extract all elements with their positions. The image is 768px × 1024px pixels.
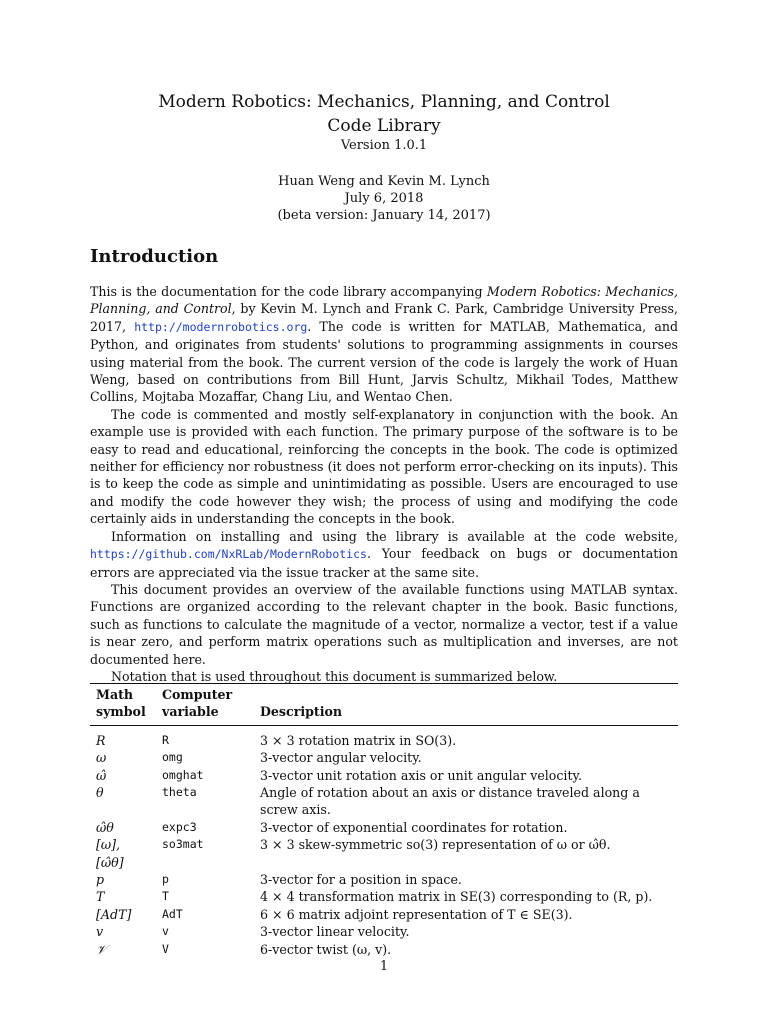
math-symbol: θ <box>96 785 104 801</box>
computer-variable: omg <box>162 750 183 765</box>
table-row <box>90 836 678 871</box>
computer-variable: R <box>162 732 169 747</box>
computer-variable: omghat <box>162 767 204 782</box>
computer-variable: T <box>162 889 169 904</box>
math-symbol: [ω], [ω̂θ] <box>96 837 124 870</box>
page-number: 1 <box>379 958 388 973</box>
computer-variable: AdT <box>162 906 183 921</box>
computer-variable: expc3 <box>162 819 197 834</box>
description: 3-vector of exponential coordinates for rotation. <box>260 819 568 835</box>
math-symbol: ω̂ <box>96 767 107 783</box>
math-symbol: R <box>96 732 106 748</box>
math-symbol: ω <box>96 750 107 766</box>
description: 3 × 3 skew-symmetric so(3) representation of ω or ω̂θ. <box>260 837 611 853</box>
p1-text-c: . The code is written for MATLAB, Mathematica, and Python, and originates from students' solutions to programming assignments in courses using material from the book. The current version of the code is largely the work of Huan Weng, based on contributions from Bill Hunt, Jarvis Schultz, Mikhail Todes, Matthew Collins, Mojtaba Mozaffar, Chang Liu, and Wentao Chen. <box>90 318 679 405</box>
notation-table <box>90 683 678 958</box>
p1-text-a: This is the documentation for the code library accompanying <box>90 284 487 299</box>
description: 4 × 4 transformation matrix in SE(3) corresponding to (R, p). <box>260 889 653 905</box>
header-description: Description <box>260 704 343 720</box>
math-symbol: T <box>96 889 105 905</box>
beta-version-note: (beta version: January 14, 2017) <box>277 208 491 223</box>
header-computer-variable: Computer variable <box>162 687 233 720</box>
header-math-symbol: Math symbol <box>96 687 146 720</box>
notation-table-header <box>90 684 678 726</box>
description: 3-vector linear velocity. <box>260 924 410 940</box>
table-row <box>90 888 678 905</box>
description: 6-vector twist (ω, v). <box>260 941 392 957</box>
table-row <box>90 767 678 784</box>
table-row <box>90 819 678 836</box>
authors: Huan Weng and Kevin M. Lynch <box>278 174 490 189</box>
computer-variable: V <box>162 941 169 956</box>
version-label: Version 1.0.1 <box>340 138 428 153</box>
table-row <box>90 871 678 888</box>
p3-text-a: Information on installing and using the library is available at the code website, <box>111 528 678 544</box>
description: 6 × 6 matrix adjoint representation of T ∈ SE(3). <box>260 906 573 922</box>
intro-paragraph-2: The code is commented and mostly self-explanatory in conjunction with the book. An example use is provided with each function. The primary purpose of the software is to be easy to read and educational, reinforcing the concepts in the book. The code is optimized neither for efficiency nor robustness (it does not perform error-checking on its inputs). This is to keep the code as simple and unintimidating as possible. Users are encouraged to use and modify the code however they wish; the process of using and modifying the code certainly aids in understanding the concepts in the book. <box>90 406 678 527</box>
document-title-line2: Code Library <box>327 116 441 136</box>
description: Angle of rotation about an axis or distance traveled along a screw axis. <box>260 785 640 818</box>
table-row <box>90 749 678 766</box>
introduction-body <box>90 283 678 685</box>
math-symbol: 𝒱 <box>96 941 107 957</box>
math-symbol: [AdT] <box>96 906 132 922</box>
math-symbol: v <box>96 924 104 940</box>
computer-variable: v <box>162 924 169 939</box>
computer-variable: theta <box>162 785 197 800</box>
p1-text-b: , by Kevin M. Lynch and Frank C. Park, Cambridge University Press, 2017, <box>90 301 678 334</box>
table-row <box>90 923 678 940</box>
math-symbol: p <box>96 872 105 888</box>
intro-paragraph-3 <box>90 528 678 581</box>
intro-paragraph-1 <box>90 283 678 406</box>
p3-text-b: . Your feedback on bugs or documentation errors are appreciated via the issue tracker at the same site. <box>90 546 678 580</box>
book-title: Modern Robotics: Mechanics, Planning, and Control <box>90 284 678 317</box>
description: 3 × 3 rotation matrix in SO(3). <box>260 732 457 748</box>
section-heading-introduction: Introduction <box>90 246 219 267</box>
computer-variable: p <box>162 872 169 887</box>
description: 3-vector angular velocity. <box>260 750 422 766</box>
table-row <box>90 784 678 819</box>
table-row <box>90 906 678 923</box>
modernrobotics-link[interactable]: http://modernrobotics.org <box>134 319 308 334</box>
description: 3-vector unit rotation axis or unit angular velocity. <box>260 767 582 783</box>
intro-paragraph-4: This document provides an overview of the available functions using MATLAB syntax. Functions are organized according to the relevant chapter in the book. Basic functions, such as functions to calculate the magnitude of a vector, normalize a vector, test if a value is near zero, and perform matrix operations such as multiplication and inverses, are not documented here. <box>90 581 678 667</box>
document-title-line1: Modern Robotics: Mechanics, Planning, and Control <box>158 92 610 112</box>
math-symbol: ω̂θ <box>96 819 114 835</box>
intro-paragraph-5: Notation that is used throughout this document is summarized below. <box>111 668 558 684</box>
computer-variable: so3mat <box>162 837 204 852</box>
table-row <box>90 725 678 749</box>
table-row <box>90 941 678 958</box>
date: July 6, 2018 <box>344 191 424 206</box>
description: 3-vector for a position in space. <box>260 872 462 888</box>
github-link[interactable]: https://github.com/NxRLab/ModernRobotics <box>90 547 367 562</box>
